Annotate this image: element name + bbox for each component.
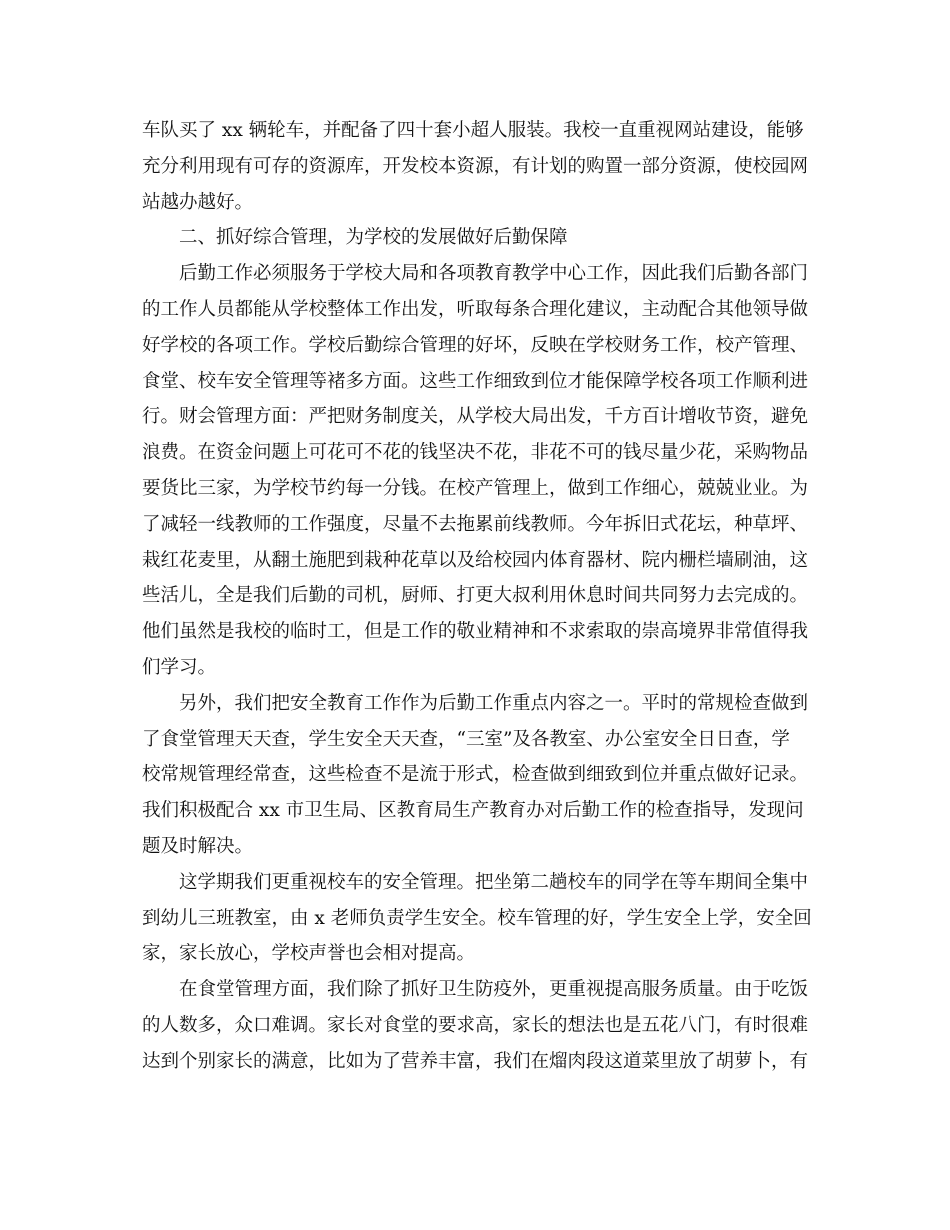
paragraph-first-line: 这学期我们更重视校车的安全管理。把坐第二趟校车的同学在等车期间全集中 (179, 871, 809, 893)
paragraph-first-line: 另外，我们把安全教育工作作为后勤工作重点内容之一。平时的常规检查做到 (179, 692, 809, 714)
text-line: 家，家长放心，学校声誉也会相对提高。 (142, 943, 476, 965)
text-line: 达到个别家长的满意，比如为了营养丰富，我们在熘肉段这道菜里放了胡萝卜，有 (142, 1050, 809, 1072)
text-line: 了食堂管理天天查，学生安全天天查，“三室”及各教室、办公室安全日日查，学 (142, 728, 790, 750)
text-line: 题及时解决。 (142, 835, 254, 857)
text-line: 他们虽然是我校的临时工，但是工作的敬业精神和不求索取的崇高境界非常值得我 (142, 621, 809, 643)
text-line: 栽红花麦里，从翻土施肥到栽种花草以及给校园内体育器材、院内栅栏墙刷油，这 (142, 549, 809, 571)
text-line: 些活儿，全是我们后勤的司机，厨师、打更大叔利用休息时间共同努力去完成的。 (142, 585, 809, 607)
text-line: 车队买了 xx 辆轮车，并配备了四十套小超人服装。我校一直重视网站建设，能够 (142, 120, 804, 141)
text-line: 充分利用现有可存的资源库，开发校本资源，有计划的购置一部分资源，使校园网 (142, 155, 809, 177)
text-line: 好学校的各项工作。学校后勤综合管理的好坏，反映在学校财务工作，校产管理、 (142, 334, 809, 356)
text-line: 要货比三家，为学校节约每一分钱。在校产管理上，做到工作细心，兢兢业业。为 (142, 477, 809, 499)
section-heading: 二、抓好综合管理，为学校的发展做好后勤保障 (179, 227, 568, 249)
document-body (142, 113, 812, 1080)
text-line: 的人数多，众口难调。家长对食堂的要求高，家长的想法也是五花八门，有时很难 (142, 1014, 809, 1036)
text-line: 到幼儿三班教室，由 x 老师负责学生安全。校车管理的好，学生安全上学，安全回 (142, 907, 812, 929)
paragraph-first-line: 在食堂管理方面，我们除了抓好卫生防疫外，更重视提高服务质量。由于吃饭 (179, 979, 809, 1001)
text-line: 行。财会管理方面：严把财务制度关，从学校大局出发，千方百计增收节资，避免 (142, 406, 809, 428)
text-line: 了减轻一线教师的工作强度，尽量不去拖累前线教师。今年拆旧式花坛，种草坪、 (142, 513, 809, 535)
text-line: 站越办越好。 (142, 191, 254, 213)
text-line: 校常规管理经常查，这些检查不是流于形式，检查做到细致到位并重点做好记录。 (142, 764, 809, 786)
text-line: 我们积极配合 xx 市卫生局、区教育局生产教育办对后勤工作的检查指导，发现问 (142, 800, 804, 822)
text-line: 们学习。 (142, 656, 217, 678)
text-line: 的工作人员都能从学校整体工作出发，听取每条合理化建议，主动配合其他领导做 (142, 298, 809, 320)
text-line: 食堂、校车安全管理等褚多方面。这些工作细致到位才能保障学校各项工作顺利进 (142, 370, 809, 392)
paragraph-first-line: 后勤工作必须服务于学校大局和各项教育教学中心工作，因此我们后勤各部门 (179, 263, 809, 285)
text-line: 浪费。在资金问题上可花可不花的钱坚决不花，非花不可的钱尽量少花，采购物品 (142, 442, 809, 464)
